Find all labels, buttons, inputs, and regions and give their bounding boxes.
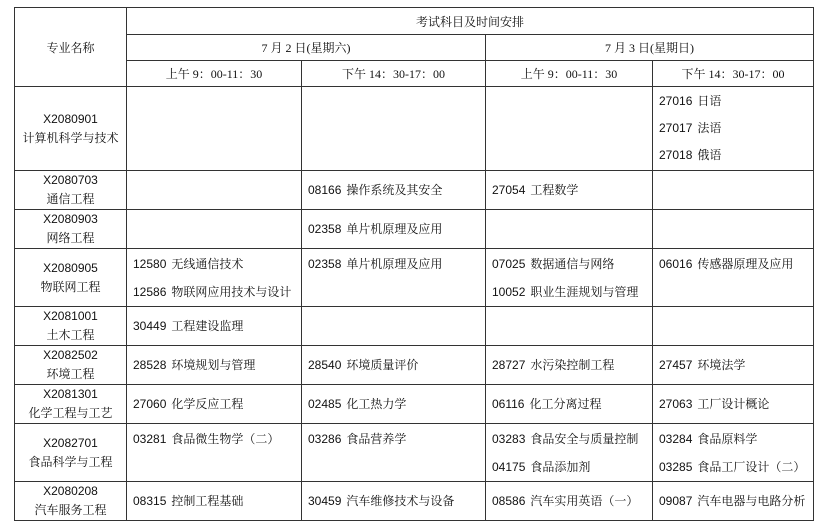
subject-list <box>492 491 652 511</box>
subject-list <box>133 425 301 481</box>
header-day-sunday: 7 月 3 日(星期日) <box>486 35 814 61</box>
subject-list <box>659 355 813 375</box>
subject-list <box>659 491 813 511</box>
major-code: X2080901 <box>43 111 98 126</box>
header-row-title <box>15 8 814 35</box>
subject-item <box>308 250 485 278</box>
major-code: X2082701 <box>43 435 98 450</box>
major-name: 物联网工程 <box>40 279 101 294</box>
subject-item <box>308 394 485 414</box>
major-cell <box>15 87 127 171</box>
subject-name: 汽车维修技术与设备 <box>346 494 455 508</box>
slot-sat-am <box>127 482 302 521</box>
header-session-sun-am: 上午 9：00-11：30 <box>486 61 653 87</box>
major-code: X2082502 <box>43 348 98 362</box>
major-name: 土木工程 <box>46 328 95 342</box>
table-header <box>15 8 814 87</box>
major-row <box>15 385 814 424</box>
major-name: 环境工程 <box>46 367 95 381</box>
slot-sat-pm <box>302 87 486 171</box>
subject-item <box>492 453 652 481</box>
subject-item <box>133 394 301 414</box>
subject-list <box>492 394 652 414</box>
subject-name: 汽车电器与电路分析 <box>697 494 806 508</box>
slot-sat-am <box>127 249 302 307</box>
major-code: X2080903 <box>43 212 98 226</box>
subject-code: 27063 <box>659 397 693 411</box>
slot-sat-pm <box>302 424 486 482</box>
subject-item <box>659 142 813 169</box>
slot-sun-pm <box>653 87 814 171</box>
subject-item <box>659 88 813 115</box>
subject-list <box>308 88 485 169</box>
subject-list <box>133 394 301 414</box>
major-cell <box>15 424 127 482</box>
header-day-saturday: 7 月 2 日(星期六) <box>127 35 486 61</box>
subject-code: 08586 <box>492 494 526 508</box>
subject-code: 08315 <box>133 494 167 508</box>
subject-name: 食品微生物学（二） <box>171 431 280 446</box>
subject-item <box>492 180 652 200</box>
subject-name: 环境法学 <box>697 358 746 372</box>
slot-sun-pm <box>653 346 814 385</box>
slot-sat-am <box>127 346 302 385</box>
major-row <box>15 87 814 171</box>
major-row <box>15 249 814 307</box>
subject-list <box>308 394 485 414</box>
subject-list <box>308 250 485 306</box>
subject-code: 28540 <box>308 358 342 372</box>
subject-name: 工程数学 <box>530 183 579 197</box>
subject-code: 12580 <box>133 256 167 271</box>
major-name: 通信工程 <box>46 192 95 206</box>
subject-item <box>133 250 301 278</box>
subject-name: 传感器原理及应用 <box>697 256 794 271</box>
subject-name: 食品营养学 <box>346 431 407 446</box>
subject-item <box>492 250 652 278</box>
subject-code: 03286 <box>308 431 342 446</box>
subject-code: 28727 <box>492 358 526 372</box>
header-session-sat-pm: 下午 14：30-17：00 <box>302 61 486 87</box>
subject-item <box>659 491 813 511</box>
exam-schedule-table <box>14 7 814 521</box>
subject-code: 27060 <box>133 397 167 411</box>
subject-item <box>308 180 485 200</box>
subject-name: 食品添加剂 <box>530 459 591 474</box>
subject-code: 08166 <box>308 183 342 197</box>
subject-code: 27016 <box>659 94 693 108</box>
subject-item <box>659 394 813 414</box>
subject-name: 无线通信技术 <box>171 256 244 271</box>
slot-sat-am <box>127 87 302 171</box>
header-row-days <box>15 35 814 61</box>
subject-code: 02358 <box>308 256 342 271</box>
subject-name: 单片机原理及应用 <box>346 256 443 271</box>
slot-sun-am <box>486 307 653 346</box>
major-name: 食品科学与工程 <box>28 454 113 469</box>
subject-code: 28528 <box>133 358 167 372</box>
subject-code: 12586 <box>133 284 167 299</box>
subject-item <box>308 425 485 453</box>
major-code: X2080905 <box>43 260 98 275</box>
subject-code: 02485 <box>308 397 342 411</box>
slot-sun-am <box>486 249 653 307</box>
subject-list <box>308 491 485 511</box>
subject-name: 汽车实用英语（一） <box>530 494 639 508</box>
subject-code: 10052 <box>492 284 526 299</box>
subject-list <box>659 425 813 481</box>
major-cell <box>15 171 127 210</box>
subject-name: 操作系统及其安全 <box>346 183 443 197</box>
subject-item <box>133 491 301 511</box>
subject-list <box>659 250 813 306</box>
subject-name: 职业生涯规划与管理 <box>530 284 639 299</box>
subject-name: 数据通信与网络 <box>530 256 615 271</box>
subject-list <box>492 425 652 481</box>
subject-code: 06016 <box>659 256 693 271</box>
header-row-sessions <box>15 61 814 87</box>
slot-sun-am <box>486 171 653 210</box>
slot-sun-pm <box>653 482 814 521</box>
slot-sat-am <box>127 307 302 346</box>
subject-code: 03284 <box>659 431 693 446</box>
slot-sat-pm <box>302 385 486 424</box>
major-cell <box>15 307 127 346</box>
subject-list <box>492 88 652 169</box>
major-row <box>15 346 814 385</box>
subject-code: 04175 <box>492 459 526 474</box>
subject-code: 09087 <box>659 494 693 508</box>
subject-item <box>492 278 652 306</box>
subject-list <box>659 88 813 169</box>
header-session-sat-am: 上午 9：00-11：30 <box>127 61 302 87</box>
subject-code: 06116 <box>492 397 525 411</box>
subject-name: 工程建设监理 <box>171 319 244 333</box>
major-cell <box>15 385 127 424</box>
subject-list <box>308 180 485 200</box>
subject-name: 环境质量评价 <box>346 358 419 372</box>
subject-list <box>492 355 652 375</box>
slot-sun-pm <box>653 385 814 424</box>
subject-code: 27018 <box>659 148 693 162</box>
slot-sun-pm <box>653 424 814 482</box>
subject-name: 环境规划与管理 <box>171 358 256 372</box>
slot-sat-am <box>127 385 302 424</box>
header-major-name: 专业名称 <box>15 8 127 87</box>
slot-sat-am <box>127 424 302 482</box>
slot-sat-pm <box>302 307 486 346</box>
subject-item <box>308 219 485 239</box>
major-code: X2081001 <box>43 309 98 323</box>
slot-sun-pm <box>653 307 814 346</box>
slot-sun-am <box>486 87 653 171</box>
subject-item <box>133 355 301 375</box>
subject-list <box>659 394 813 414</box>
subject-code: 02358 <box>308 222 342 236</box>
major-row <box>15 482 814 521</box>
subject-item <box>492 425 652 453</box>
subject-item <box>133 425 301 453</box>
subject-name: 化学反应工程 <box>171 397 244 411</box>
major-name: 汽车服务工程 <box>34 503 107 517</box>
slot-sat-am <box>127 210 302 249</box>
subject-code: 30459 <box>308 494 342 508</box>
slot-sat-pm <box>302 171 486 210</box>
subject-item <box>133 278 301 306</box>
slot-sun-pm <box>653 171 814 210</box>
subject-name: 单片机原理及应用 <box>346 222 443 236</box>
subject-code: 27017 <box>659 121 693 135</box>
subject-item <box>308 491 485 511</box>
major-row <box>15 210 814 249</box>
table-body <box>15 87 814 521</box>
subject-list <box>133 491 301 511</box>
subject-name: 食品安全与质量控制 <box>530 431 639 446</box>
subject-list <box>133 316 301 336</box>
subject-code: 03281 <box>133 431 167 446</box>
major-cell <box>15 346 127 385</box>
subject-item <box>492 355 652 375</box>
subject-item <box>659 250 813 278</box>
subject-list <box>308 355 485 375</box>
subject-name: 控制工程基础 <box>171 494 244 508</box>
subject-item <box>659 425 813 453</box>
subject-name: 日语 <box>697 94 722 108</box>
subject-code: 30449 <box>133 319 167 333</box>
major-code: X2080703 <box>43 173 98 187</box>
major-row <box>15 307 814 346</box>
major-name: 化学工程与工艺 <box>28 406 113 420</box>
subject-item <box>659 453 813 481</box>
subject-list <box>308 425 485 481</box>
major-cell <box>15 210 127 249</box>
major-cell <box>15 249 127 307</box>
subject-code: 27457 <box>659 358 693 372</box>
subject-item <box>492 491 652 511</box>
slot-sun-am <box>486 385 653 424</box>
subject-code: 03283 <box>492 431 526 446</box>
header-session-sun-pm: 下午 14：30-17：00 <box>653 61 814 87</box>
major-cell <box>15 482 127 521</box>
subject-name: 物联网应用技术与设计 <box>171 284 292 299</box>
subject-name: 食品原料学 <box>697 431 758 446</box>
slot-sun-pm <box>653 210 814 249</box>
slot-sat-pm <box>302 346 486 385</box>
subject-name: 化工分离过程 <box>529 397 602 411</box>
slot-sat-pm <box>302 249 486 307</box>
subject-item <box>133 316 301 336</box>
subject-name: 水污染控制工程 <box>530 358 615 372</box>
subject-list <box>492 250 652 306</box>
slot-sun-pm <box>653 249 814 307</box>
slot-sun-am <box>486 424 653 482</box>
subject-item <box>659 115 813 142</box>
subject-list <box>133 355 301 375</box>
subject-code: 07025 <box>492 256 526 271</box>
subject-name: 食品工厂设计（二） <box>697 459 806 474</box>
slot-sat-pm <box>302 210 486 249</box>
major-row <box>15 171 814 210</box>
major-row <box>15 424 814 482</box>
subject-name: 工厂设计概论 <box>697 397 770 411</box>
major-code: X2080208 <box>43 484 98 498</box>
major-name: 网络工程 <box>46 231 95 245</box>
subject-name: 化工热力学 <box>346 397 407 411</box>
subject-item <box>492 394 652 414</box>
subject-item <box>308 355 485 375</box>
slot-sun-am <box>486 210 653 249</box>
slot-sat-am <box>127 171 302 210</box>
subject-name: 法语 <box>697 121 722 135</box>
slot-sun-am <box>486 346 653 385</box>
subject-item <box>659 355 813 375</box>
subject-list <box>133 88 301 169</box>
header-schedule-title: 考试科目及时间安排 <box>127 8 814 35</box>
major-name: 计算机科学与技术 <box>22 130 119 145</box>
slot-sun-am <box>486 482 653 521</box>
subject-code: 27054 <box>492 183 526 197</box>
subject-list <box>492 180 652 200</box>
major-code: X2081301 <box>43 387 98 401</box>
subject-code: 03285 <box>659 459 693 474</box>
slot-sat-pm <box>302 482 486 521</box>
subject-list <box>133 250 301 306</box>
subject-list <box>308 219 485 239</box>
subject-name: 俄语 <box>697 148 722 162</box>
